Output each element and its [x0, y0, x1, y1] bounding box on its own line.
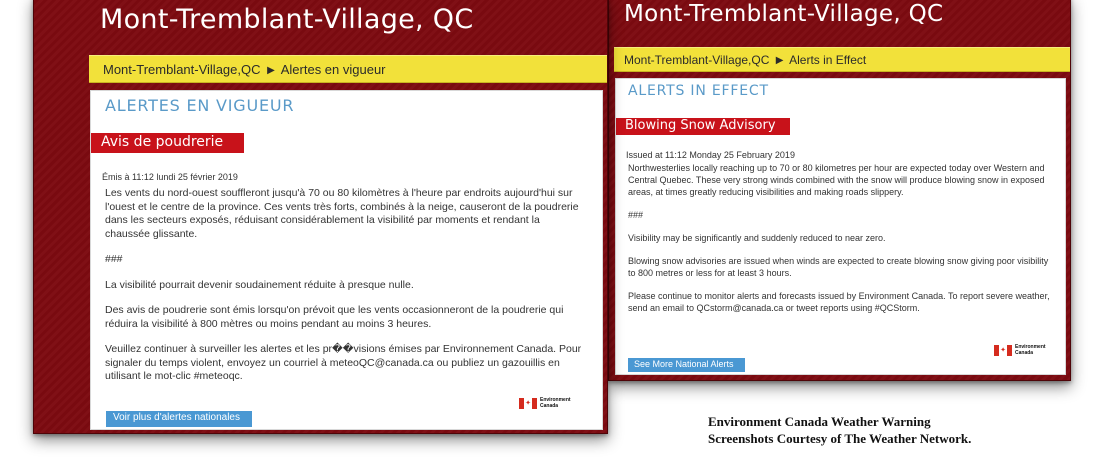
caption-line: Screenshots Courtesy of The Weather Network.	[708, 431, 972, 446]
alert-panel-french	[33, 0, 608, 434]
environment-canada-logo	[519, 398, 571, 409]
breadcrumb-arrow-icon: ▶	[775, 55, 784, 66]
alert-paragraph: Northwesterlies locally reaching up to 70 or 80 kilometres per hour are expected today over Western and Central Quebec. These very strong winds combined with the snow will produce blowing snow in exposed areas, at times greatly reducing visibilities and making roads slippery.	[628, 163, 1045, 197]
section-heading: ALERTS IN EFFECT	[628, 83, 769, 99]
see-more-alerts-button[interactable]: See More National Alerts	[628, 358, 745, 372]
breadcrumb-current: Alertes en vigueur	[280, 62, 386, 77]
caption-line: Environment Canada Weather Warning	[708, 414, 931, 429]
issued-timestamp: Émis à 11:12 lundi 25 février 2019	[102, 172, 238, 182]
alert-paragraph: Des avis de poudrerie sont émis lorsqu'on prévoit que les vents occasionneront de la poudrerie qui réduira la visibilité à 800 mètres ou moins pendant au moins 3 heures.	[105, 304, 564, 330]
alert-paragraph: Visibility may be significantly and suddenly reduced to near zero.	[628, 233, 886, 243]
see-more-alerts-button[interactable]: Voir plus d'alertes nationales	[106, 411, 252, 427]
breadcrumb	[89, 55, 608, 83]
advisory-title: Avis de poudrerie	[91, 133, 244, 153]
breadcrumb-location-link[interactable]: Mont-Tremblant-Village,QC	[103, 62, 261, 77]
alert-panel-english	[608, 0, 1071, 381]
image-caption	[708, 413, 971, 447]
logo-line: Canada	[540, 402, 559, 409]
breadcrumb-current: Alerts in Effect	[789, 53, 867, 67]
issued-timestamp: Issued at 11:12 Monday 25 February 2019	[626, 150, 795, 160]
alert-paragraph: ###	[628, 210, 644, 220]
logo-line: Canada	[1015, 349, 1034, 356]
environment-canada-logo	[994, 345, 1046, 356]
alert-body	[628, 162, 1058, 325]
city-title: Mont-Tremblant-Village, QC	[100, 4, 474, 35]
breadcrumb-location-link[interactable]: Mont-Tremblant-Village,QC	[624, 53, 770, 67]
alert-paragraph: Veuillez continuer à surveiller les alertes et les pr��visions émises par Environnement Canada. Pour signaler du temps violent, envoyez un courriel à meteoQC@canada.ca ou publiez un gazouillis en utilisant le mot-clic #meteoqc.	[105, 343, 582, 382]
alert-paragraph: ###	[105, 253, 123, 265]
alert-body	[105, 187, 585, 396]
alert-content	[90, 90, 603, 430]
breadcrumb-arrow-icon: ▶	[267, 65, 275, 76]
breadcrumb	[614, 47, 1071, 72]
alert-paragraph: Les vents du nord-ouest souffleront jusqu'à 70 ou 80 kilomètres à l'heure par endroits aujourd'hui sur l'ouest et le centre de la province. Ces vents très forts, combinés à la neige, causeront de la poudrerie dans les secteurs exposés, réduisant considérablement la visibilité par moments et rendant la chaussée glissante.	[105, 187, 579, 240]
alert-content	[615, 78, 1066, 375]
advisory-title: Blowing Snow Advisory	[616, 118, 790, 135]
alert-paragraph: Please continue to monitor alerts and forecasts issued by Environment Canada. To report severe weather, send an email to QCstorm@canada.ca or tweet reports using #QCStorm.	[628, 291, 1050, 313]
section-heading: ALERTES EN VIGUEUR	[105, 96, 295, 115]
logo-line: Environment	[1015, 344, 1046, 350]
canada-flag-icon: ✦	[994, 345, 1012, 356]
alert-paragraph: La visibilité pourrait devenir soudainement réduite à presque nulle.	[105, 278, 414, 291]
alert-paragraph: Blowing snow advisories are issued when winds are expected to create blowing snow giving poor visibility to 800 metres or less for at least 3 hours.	[628, 256, 1049, 278]
city-title: Mont-Tremblant-Village, QC	[624, 1, 944, 27]
canada-flag-icon: ✦	[519, 398, 537, 409]
logo-line: Environment	[540, 397, 571, 403]
